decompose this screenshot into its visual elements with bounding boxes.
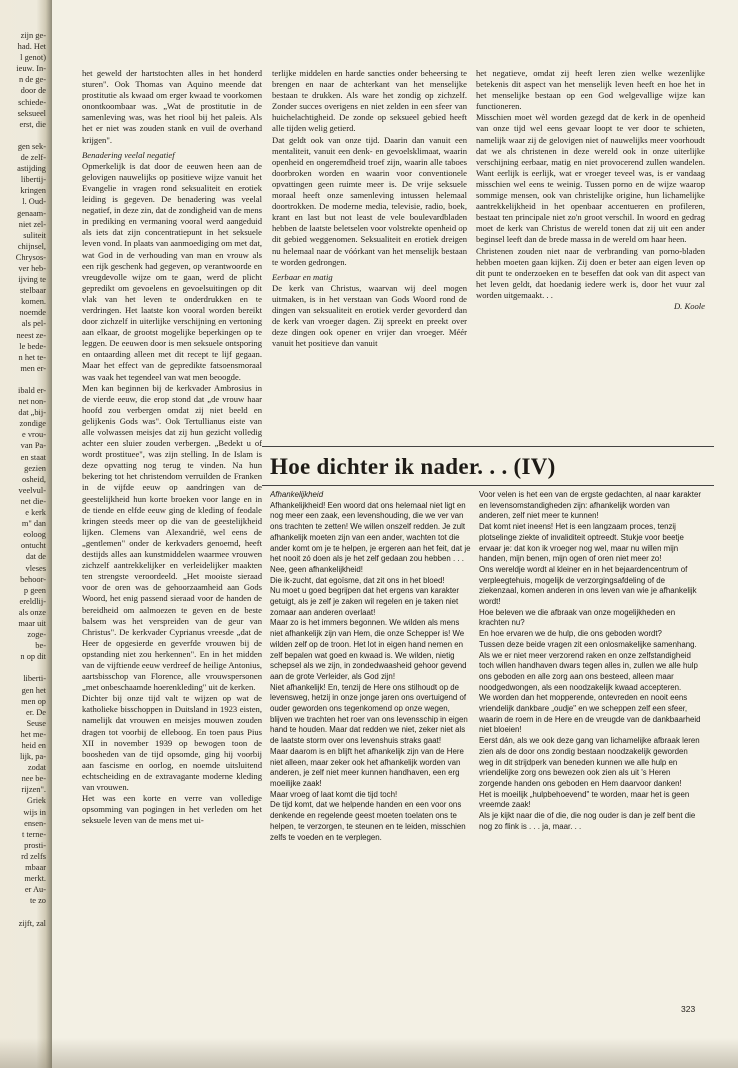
edge-line: te zo bbox=[29, 896, 46, 906]
edge-line: wijs in bbox=[23, 807, 46, 817]
paragraph: Men kan beginnen bij de kerkvader Ambrosius in de vierde eeuw, die erop stond dat „de vrouw haar hoofd zou verbergen omdat zij niet beeld en gelijkenis Gods was". Ook Tertullianus eiste van alle volwassen meisjes dat zij hun gezicht volledig achter een sluier zouden verbergen. „Bedekt u of wordt prostituee", was zijn stelling. In de Islam is deze opvatting nog terug te vinden. Na hun bekering tot het christendom verruilden de Franken in de vijfde eeuw op aandringen van de geestelijkheid hun korte broeken voor lange en in de tiende en elfde eeuw ging de kleding of feodale kringen steeds meer op die van de geestelijkheid lijken. Clemens van Alexandrië, wel eens de „gentlemen" onder de kerkvaders genoemd, heeft destijds alles aan kunstmiddelen waarmee vrouwen zichzelf aantrekkelijker en verleidelijker maakten ten strengste veroordeeld. „Het mooiste sieraad voor de oren was de gehoorzaamheid aan Gods Woord, het enig passend sieraad voor de handen de bereidheid om aalmoezen te geven en de beste balsem was het verspreiden van de geur van Christus". De kerkvader Cyprianus vreesde „dat de Heer de opgesierde en geverfde vrouwen bij de opstanding niet zou herkennen". En in het midden van de vijftiende eeuw verdreef de heilige Antonius, aartsbisschop van Florence, alle vrouwspersonen „met onbeschaamde hoerenkleding" uit de kerken. bbox=[82, 382, 262, 693]
edge-line: be- bbox=[35, 641, 46, 651]
paragraph: Opmerkelijk is dat door de eeuwen heen aan de gelovigen nauwelijks op positieve wijze vanuit het Evangelie in vragen rond seksualiteit en erotiek leiding is gegeven. De benadering was veelal negatief, in deze zin, dat de zondigheid van de mens in prediking en vermaning vooral werd aangeduid als iets dat zijn concentratiepunt in het seksuele leven vond. In plaats van aanmoediging om met dat, wat God in de verhouding van man en vrouw als een rijk geschenk had gegeven, op verantwoorde en vreugdevolle wijze om te gaan, werd de plicht gepredikt om gevoelens en gevoelsuitingen op dit vlak van het leven te onderdrukken en te verdringen. Het laatste kon vooral worden bereikt door zichzelf in uiterlijke verschijning en vertoning aan elkaar, de grootst mogelijke beperkingen op te leggen. De eeuwen door is men seksuele ontsporing en ontaarding alleen met dit recept te lijf gegaan. Maar het effect van de gepredikte fatsoensmoraal was vaak het tegendeel van wat men beoogde. bbox=[82, 160, 262, 382]
edge-line: seksueel bbox=[17, 108, 46, 118]
paragraph: Niet afhankelijk! En, tenzij de Here ons stilhoudt op de levensweg, hetzij in onze jonge jaren ons overtuigend of ouder geworden ons tegenkomend op onze wegen, blijven we trachten het roer van ons levensschip in eigen hand te houden. Maar dat redden we niet, zeker niet als de laatste storm over ons levenshuis straks gaat! bbox=[270, 682, 468, 746]
edge-line: rd zelfs bbox=[21, 851, 46, 861]
edge-line: en staat bbox=[20, 452, 46, 462]
section-heading: Benadering veelal negatief bbox=[82, 149, 175, 160]
edge-line: als pel- bbox=[21, 319, 46, 329]
edge-line bbox=[6, 374, 46, 385]
edge-line: ensen- bbox=[24, 818, 46, 828]
edge-line: er. De bbox=[26, 707, 46, 717]
edge-line: ieuw. In- bbox=[16, 64, 46, 74]
edge-line: e kerk bbox=[25, 508, 46, 518]
paragraph: Eerst dán, als we ook deze gang van lichamelijke afbraak leren zien als de door ons zondig bestaan noodzakelijk geworden weg in dit strijdperk van beneden kunnen we alle hulp en vriendelijke zorg ons bewezen ook zien als uit 's Heren zorgende handen ons geboden en Hem daarvoor danken! bbox=[479, 736, 700, 788]
edge-line: het me- bbox=[20, 729, 46, 739]
paragraph: Dat geldt ook van onze tijd. Daarin dan vanuit een mentaliteit, vanuit een denk- en gevoelsklimaat, waarin openheid en ongeremdheid troef zijn, waarin alle taboes doorbroken worden en waarin voor conventionele opvattingen geen ruimte meer is. De vrije seksuele moraal heeft onze samenleving intussen helemaal doortrokken. De moderne media, televisie, radio, boek, krant en last but not least de vele boulevardbladen hebben de laatste beletselen voor volstrekte openheid op dit gebied weggenomen. Seksualiteit en erotiek dreigen nu helemaal naar de vóórkant van het menselijk bestaan te worden gedrongen. bbox=[272, 134, 467, 267]
edge-line: dat „bij- bbox=[18, 408, 46, 418]
edge-line: Chrysos- bbox=[15, 252, 46, 262]
edge-line: behoor- bbox=[20, 574, 46, 584]
edge-line: dat de bbox=[25, 552, 46, 562]
edge-line: Seuse bbox=[26, 718, 46, 728]
edge-line: libertij- bbox=[20, 175, 46, 185]
edge-line: zijft, zal bbox=[18, 918, 46, 928]
edge-line: ontucht bbox=[20, 541, 46, 551]
paragraph: Christenen zouden niet naar de verbranding van porno-bladen hebben moeten gaan kijken. Zij doen er beter aan eigen leven op dit punt te onderzoeken en te beseffen dat ook van dit aspect van het leven geldt, dat hoedanig iedere werk is, door het vuur zal worden uitgemaakt. . . bbox=[476, 245, 705, 300]
edge-line: gen het bbox=[21, 685, 46, 695]
edge-line: kringen bbox=[20, 186, 46, 196]
paragraph: terlijke middelen en harde sancties onder beheersing te brengen en naar de achterkant van het menselijke bestaan te drukken. Als ware het zondig op zichzelf. Zonder succes overigens en niet zelden in een sfeer van huichelachtigheid. De zonde op seksueel gebied heeft alle tijden welig getierd. bbox=[272, 68, 467, 134]
paragraph: En hoe ervaren we de hulp, die ons geboden wordt? bbox=[479, 629, 662, 639]
paragraph: We worden dan het mopperende, ontevreden en nooit eens vriendelijk dankbare „oudje" en we scheppen zelf een sfeer, waarin de roem in de Here en de vreugde van de dankbaarheid niet bloeien! bbox=[479, 693, 701, 735]
paragraph: Als je kijkt naar die of die, die nog ouder is dan je zelf bent die nog zo flink is . . . ja, maar. . . bbox=[479, 811, 696, 831]
edge-line: men op bbox=[21, 696, 46, 706]
paragraph: Nee, geen afhankelijkheid! bbox=[270, 564, 364, 574]
edge-line: suliteit bbox=[23, 230, 46, 240]
edge-line: liberti- bbox=[23, 674, 46, 684]
paragraph: het geweld der hartstochten alles in het honderd sturen". Ook Thomas van Aquino meende dat prostitutie als kwaad om erger kwaad te voorkomen onontkoombaar was. „Wat de prostitutie in de samenleving was, was het riool bij het paleis. Als het er niet was zouden stank en vuil de overhand krijgen". bbox=[82, 68, 262, 145]
paragraph: De tijd komt, dat we helpende handen en een voor ons denkende en regelende geest moeten toelaten ons te helpen, te verzorgen, te steunen en te leiden, misschien zelfs te voeden en te verplegen. bbox=[270, 800, 466, 842]
paragraph: Maar daarom is en blijft het afhankelijk zijn van de Here niet alleen, maar zeker ook het afhankelijk worden van anderen, je zelf niet meer kunnen handhaven, een erg moeilijke zaak! bbox=[270, 746, 464, 788]
edge-line: nee be- bbox=[21, 774, 46, 784]
edge-line: schiede- bbox=[18, 97, 46, 107]
edge-line: neest ze- bbox=[16, 330, 46, 340]
edge-line: vleses bbox=[25, 563, 46, 573]
page-number: 323 bbox=[681, 1004, 696, 1014]
paragraph: het negatieve, omdat zij heeft leren zien welke wezenlijke betekenis dit aspect van het menselijk leven heeft en hoe het in het menselijke bestaan op een God welgevallige wijze kan functioneren. bbox=[476, 68, 705, 112]
paragraph: Maar vroeg of laat komt die tijd toch! bbox=[270, 789, 398, 799]
section-divider-bottom bbox=[262, 485, 714, 486]
edge-line: m" dan bbox=[21, 519, 46, 529]
edge-line: van Pa- bbox=[20, 441, 46, 451]
edge-line: merkt. bbox=[24, 874, 46, 884]
edge-line: de zelf- bbox=[20, 153, 46, 163]
edge-line: genaam- bbox=[17, 208, 46, 218]
edge-line: prosti- bbox=[24, 840, 46, 850]
section-divider-top bbox=[262, 446, 714, 447]
previous-page-edge-text bbox=[6, 30, 46, 980]
edge-line: rijzen". bbox=[21, 785, 46, 795]
edge-line: niet zel- bbox=[18, 219, 46, 229]
paragraph: Ons wereldje wordt al kleiner en in het bejaardencentrum of verpleegtehuis, mogelijk de verzorgingsafdeling of de ziekenzaal, komen anderen in ons leven van wie je afhankelijk wordt! bbox=[479, 564, 697, 607]
edge-line: noemde bbox=[19, 308, 46, 318]
paragraph: De kerk van Christus, waarvan wij deel mogen uitmaken, is in het verstaan van Gods Woord rond de dingen van seksualiteit en erotiek verder gevorderd dan de kerk van vroeger dagen. Zij spreekt en preekt over deze dingen ook opener en vrijer dan vroeger. Méér vanuit het positieve dan vanuit bbox=[272, 282, 467, 349]
edge-line: lijk, pa- bbox=[19, 752, 46, 762]
edge-line: zodat bbox=[27, 763, 46, 773]
paragraph: Voor velen is het een van de ergste gedachten, al naar karakter en levensomstandigheden zijn: afhankelijk worden van anderen, zelf niet meer te kunnen! bbox=[479, 490, 701, 521]
edge-line: Griek bbox=[26, 796, 46, 806]
article-column-3 bbox=[476, 68, 705, 440]
edge-line: l. Oud- bbox=[22, 197, 46, 207]
edge-line bbox=[6, 906, 46, 917]
edge-line: ijving te bbox=[18, 275, 46, 285]
edge-line bbox=[6, 662, 46, 673]
edge-line: had. Het bbox=[17, 42, 46, 52]
edge-line: veelvul- bbox=[18, 485, 46, 495]
edge-line: maar uit bbox=[18, 618, 46, 628]
edge-line: le bede- bbox=[19, 341, 46, 351]
edge-line: ver heb- bbox=[18, 263, 46, 273]
edge-line: stelbaar bbox=[19, 286, 46, 296]
edge-line: l genot) bbox=[20, 53, 46, 63]
paragraph: Als we er niet meer verzorend raken en onze zelfstandigheid toch willen handhaven dwars tegen alles in, zullen we alle hulp ons geboden en alle zorg aan ons besteed, alleen maar noodgedwongen, als een noodzakelijk kwaad accepteren. bbox=[479, 650, 698, 692]
edge-line: zijn ge- bbox=[20, 31, 46, 40]
edge-line: erst, die bbox=[19, 119, 46, 129]
paragraph: Dichter bij onze tijd valt te wijzen op wat de katholieke bisschoppen in Duitsland in 1923 eisten, namelijk dat vrouwen en meisjes mouwen zouden dragen tot voorbij de elleboog. En toen paus Pius XII in november 1939 op bewogen toon de boosheden van de tijd opsomde, ging hij voorbij aan fascisme en oorlog, en noemde uitsluitend echtscheiding en de extravagante moderne kleding van vrouwen. bbox=[82, 693, 262, 792]
edge-line: mbaar bbox=[25, 863, 46, 873]
edge-line: men er- bbox=[20, 363, 46, 373]
edge-line: gezien bbox=[24, 463, 46, 473]
edge-line bbox=[6, 130, 46, 141]
devotional-column-1 bbox=[270, 490, 472, 990]
edge-line: ibald er- bbox=[18, 386, 46, 395]
paragraph: Maar zo is het immers begonnen. We wilden als mens niet afhankelijk zijn van Hem, die onze Schepper is! We wilden zelf op de troon. Het lot in eigen hand nemen en zelf bepalen wat goed en kwaad is. We wilden, nietig schepsel als we zijn, in zondedwaasheid gehoor gevend aan de grote Verleider, als God zijn! bbox=[270, 618, 467, 681]
paragraph: Die ik-zucht, dat egoïsme, dat zit ons in het bloed! bbox=[270, 575, 445, 585]
paragraph: Het was een korte en verre van volledige opsomming van pogingen in het verleden om het seksuele leven van de mens met ui- bbox=[82, 793, 262, 826]
page-bottom-shadow bbox=[0, 1038, 738, 1068]
paragraph: Hoe beleven we die afbraak van onze mogelijkheden en krachten nu? bbox=[479, 607, 676, 628]
edge-line: er Au- bbox=[24, 885, 46, 895]
paragraph: Afhankelijkheid! Een woord dat ons helemaal niet ligt en nog meer een zaak, een levenshouding, die we ver van ons trachten te zetten! We willen onszelf redden. Je zult afhankelijk moeten zijn van een ander, wachten tot die ander komt om je te helpen, je ergeren aan het feit, dat je het nooit zó doen als je het zelf gedaan zou hebben . . . bbox=[270, 500, 471, 564]
edge-line: osheid, bbox=[22, 474, 46, 484]
edge-line: n het te- bbox=[18, 352, 46, 362]
edge-line: n de ge- bbox=[19, 75, 46, 85]
edge-line: n op dit bbox=[20, 652, 46, 662]
edge-line: t terne- bbox=[22, 829, 46, 839]
paragraph: Tussen deze beide vragen zit een onlosmakelijke samenhang. bbox=[479, 639, 697, 649]
edge-line: p geen bbox=[23, 585, 46, 595]
edge-line: zoge- bbox=[27, 630, 46, 640]
edge-line: heid en bbox=[21, 741, 46, 750]
devotional-column-2 bbox=[479, 490, 703, 990]
author-name: D. Koole bbox=[673, 300, 705, 311]
edge-line: eoloog bbox=[23, 530, 46, 540]
edge-line: chijnsel, bbox=[17, 241, 46, 251]
paragraph: Misschien moet wèl worden gezegd dat de kerk in de openheid van onze tijd wel eens gevaar loopt te ver door te schieten, namelijk waar zij de gelovigen niet of nauwelijks meer voorhoudt dat we als christenen in deze wereld ook in onze uiterlijke verschijning eerbaar, matig en niet provocerend zullen wandelen. Want eerlijk is eerlijk, wat er vroeger teveel was, is er vandaag misschien wel eens te weinig. Tussen porno en de wijze waarop sommige mensen, ook van christelijke origine, hun lichamelijke aantrekkelijkheid in het openbaar accentueren en profileren, bestaat ten principale niet zo'n groot verschil. In woord en gedrag moet de kerk van Christus de wereld tonen dat zij uit een ander beginsel leeft dan de brede massa in de wereld om haar heen. bbox=[476, 112, 705, 245]
paragraph: Nu moet u goed begrijpen dat het ergens van karakter getuigt, als je zelf je zaken wil regelen en je taken niet zomaar aan anderen overlaat! bbox=[270, 586, 460, 617]
edge-line: e vrou- bbox=[22, 430, 46, 440]
article-title: Hoe dichter ik nader. . . (IV) bbox=[270, 454, 556, 479]
edge-line: als onze bbox=[18, 607, 46, 617]
edge-line: zondige bbox=[19, 419, 46, 429]
section-heading: Afhankelijkheid bbox=[270, 490, 324, 499]
edge-line: komen. bbox=[21, 297, 46, 307]
article-column-1 bbox=[82, 68, 262, 993]
edge-line: net die- bbox=[20, 496, 46, 506]
edge-line: net non- bbox=[18, 397, 46, 407]
edge-line: gen sek- bbox=[17, 141, 46, 151]
section-heading: Eerbaar en matig bbox=[272, 271, 333, 282]
binding-spine bbox=[0, 0, 52, 1068]
paragraph: Dat komt niet ineens! Het is een langzaam proces, tenzij plotselinge ziekte of invaliditeit optreedt. Stukje voor beetje ervaar je: dat kon ik vroeger nog wel, maar nu willen mijn handen, mijn benen, mijn ogen of oren niet meer zo! bbox=[479, 522, 684, 564]
article-column-2 bbox=[272, 68, 467, 440]
edge-line: door de bbox=[20, 86, 46, 96]
paragraph: Het is moeilijk „hulpbehoevend" te worden, maar het is geen vreemde zaak! bbox=[479, 789, 690, 810]
edge-line: astijding bbox=[17, 164, 46, 174]
edge-line: ereldlij- bbox=[19, 596, 46, 606]
